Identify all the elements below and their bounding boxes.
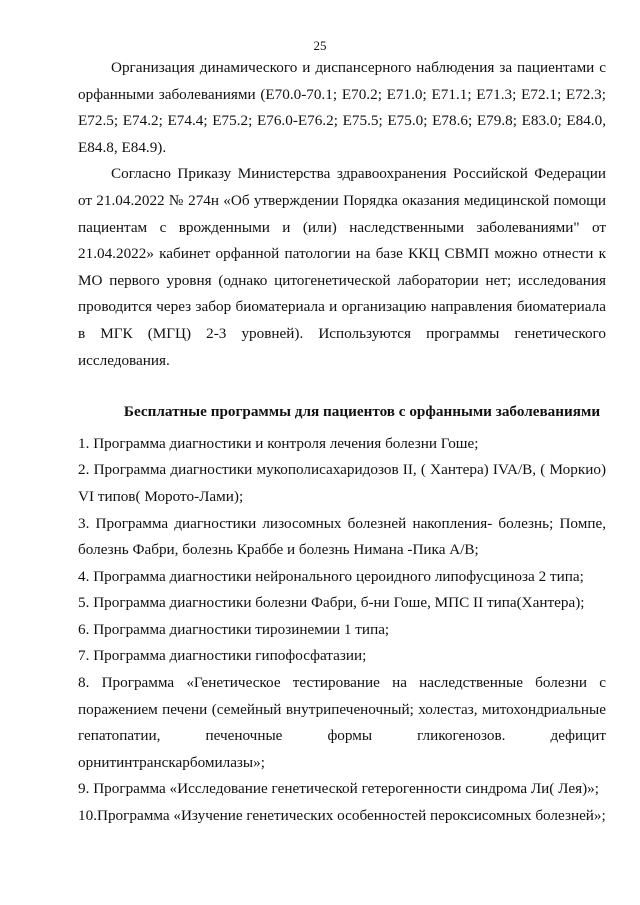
list-item-number: 3.	[78, 514, 90, 532]
list-item	[78, 564, 606, 591]
list-item	[78, 457, 606, 510]
list-item-text: Программа «Исследование генетической гетерогенности синдрома Ли( Лея)»;	[93, 780, 599, 798]
document-body	[78, 55, 606, 830]
list-item	[78, 617, 606, 644]
list-item-text: Программа диагностики нейронального цероидного липофусциноза 2 типа;	[93, 567, 584, 585]
list-item-number: 9.	[78, 780, 90, 798]
page-number: 25	[313, 38, 327, 53]
list-item-number: 6.	[78, 620, 90, 638]
list-item	[78, 431, 606, 458]
list-item	[78, 590, 606, 617]
list-item-number: 8.	[78, 674, 90, 692]
list-item-number: 4.	[78, 567, 90, 585]
list-item	[78, 643, 606, 670]
list-item	[78, 803, 606, 830]
section-heading: Бесплатные программы для пациентов с орфанными заболеваниями	[123, 403, 601, 421]
list-item-number: 1.	[78, 434, 90, 452]
list-item-text: Программа диагностики мукополисахаридозов II, ( Хантера) IVA/B, ( Моркио) VI типов( Морото-Лами);	[78, 461, 607, 505]
paragraph-orphan-observation: Организация динамического и диспансерного наблюдения за пациентами с орфанными заболеваниями (E70.0-70.1; E70.2; E71.0; E71.1; E71.3; E72.1; E72.3; E72.5; E74.2; E74.4; E75.2; E76.0-E76.2; E75.5; E75.0; E78.6; E79.8; E83.0; E84.0, E84.8, E84.9).	[78, 59, 606, 156]
list-item-number: 10.	[78, 807, 97, 825]
list-item	[78, 670, 606, 776]
list-item	[78, 776, 606, 803]
list-item-text: Программа диагностики гипофосфатазии;	[93, 647, 367, 665]
list-item-text: Программа диагностики тирозинемии 1 типа;	[93, 620, 390, 638]
list-item-text: Программа «Изучение генетических особенностей пероксисомных болезней»;	[96, 807, 606, 825]
paragraph-ministry-order: Согласно Приказу Министерства здравоохранения Российской Федерации от 21.04.2022 № 274н «Об утверждении Порядка оказания медицинской помощи пациентам с врожденными и (или) наследственными заболеваниями" от 21.04.2022» кабинет орфанной патологии на базе ККЦ СВМП можно отнести к МО первого уровня (однако цитогенетической лаборатории нет; исследования проводится через забор биоматериала и организацию направления биоматериала в МГК (МГЦ) 2-3 уровней). Используются программы генетического исследования.	[78, 165, 606, 369]
list-item-text: Программа «Генетическое тестирование на наследственные болезни с поражением печени (семейный внутрипеченочный; холестаз, митохондриальные гепатопатии, печеночные формы гликогенозов. дефицит орнитинтранскарбомилазы»;	[78, 674, 606, 771]
programs-list	[78, 431, 606, 830]
list-item-text: Программа диагностики лизосомных болезней накопления- болезнь; Помпе, болезнь Фабри, болезнь Краббе и болезнь Нимана -Пика А/В;	[78, 514, 607, 559]
list-item-text: Программа диагностики и контроля лечения болезни Гоше;	[93, 434, 479, 452]
list-item-number: 7.	[78, 647, 90, 665]
list-item	[78, 511, 606, 564]
list-item-number: 2.	[78, 461, 90, 479]
list-item-text: Программа диагностики болезни Фабри, б-ни Гоше, МПС II типа(Хантера);	[93, 594, 585, 612]
list-item-number: 5.	[78, 594, 90, 612]
